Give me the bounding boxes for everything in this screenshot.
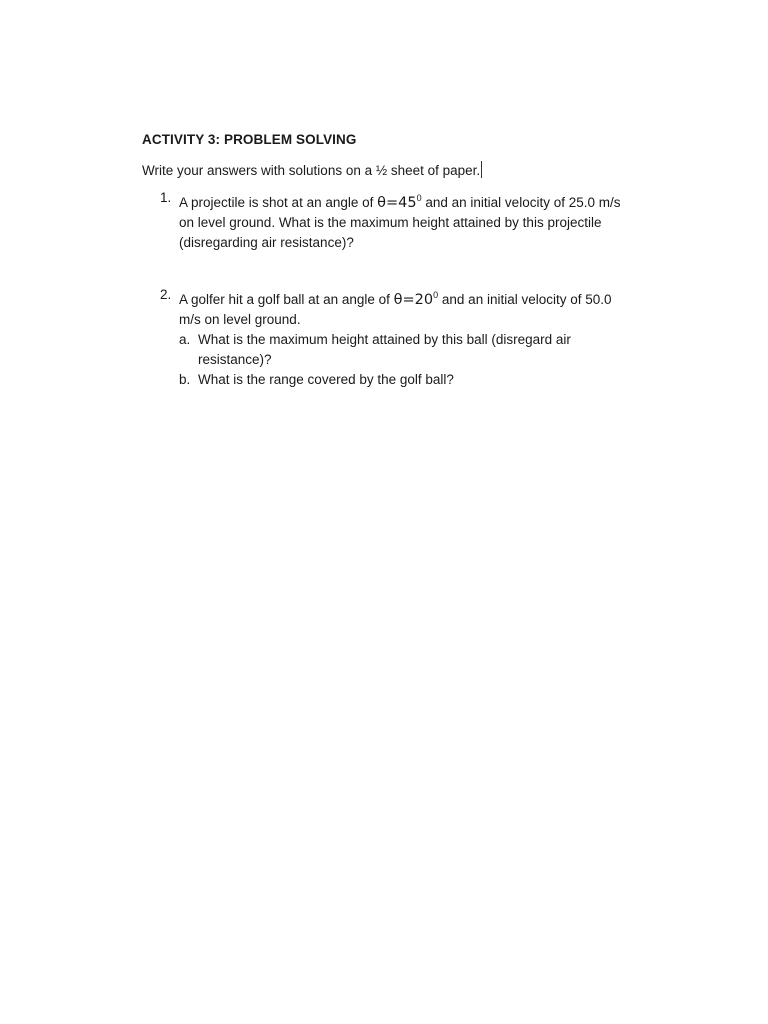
sub-question-letter: b. <box>179 372 191 387</box>
sub-question-a <box>179 330 630 370</box>
question-text-end: and an initial velocity of 25.0 m/s on level ground. What is the maximum height attained by this projectile (disregarding air resistance)? <box>179 195 621 250</box>
angle-value: θ=45 <box>377 195 417 211</box>
sub-question-letter: a. <box>179 332 191 347</box>
sub-question-b <box>179 370 630 390</box>
question-text <box>179 188 630 253</box>
question-text-start: A golfer hit a golf ball at an angle of <box>179 292 394 307</box>
instructions-text: Write your answers with solutions on a ½ sheet of paper. <box>142 163 481 178</box>
angle-value: θ=20 <box>393 292 434 308</box>
activity-heading: ACTIVITY 3: PROBLEM SOLVING <box>142 132 357 147</box>
degree-superscript: 0 <box>416 193 422 203</box>
question-text-end: and an initial velocity of 50.0 m/s on level ground. <box>179 292 612 327</box>
question-1 <box>160 188 630 253</box>
question-text-start: A projectile is shot at an angle of <box>179 195 378 210</box>
question-number: 2. <box>160 287 172 302</box>
degree-superscript: 0 <box>433 290 439 300</box>
question-2 <box>160 285 630 390</box>
sub-question-text: What is the range covered by the golf ball? <box>198 372 454 387</box>
instructions-line <box>142 161 482 178</box>
question-text <box>179 285 630 330</box>
sub-question-text: What is the maximum height attained by this ball (disregard air resistance)? <box>198 332 571 367</box>
question-number: 1. <box>160 190 172 205</box>
text-cursor <box>481 161 482 178</box>
